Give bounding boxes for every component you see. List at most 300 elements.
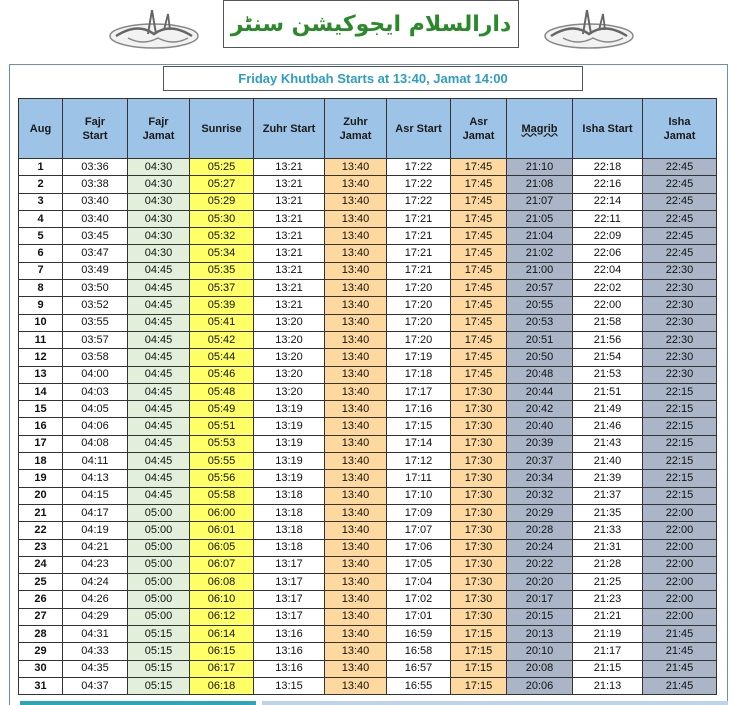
cell-zuhr-start: 13:17 — [254, 574, 325, 591]
cell-isha-jamat: 22:45 — [643, 193, 717, 210]
table-row — [19, 366, 717, 383]
cell-zuhr-start: 13:21 — [254, 297, 325, 314]
cell-zuhr-jamat: 13:40 — [325, 193, 387, 210]
cell-magrib: 20:17 — [507, 591, 573, 608]
table-row — [19, 176, 717, 193]
cell-fajr-jamat: 05:00 — [128, 608, 190, 625]
cell-asr-start: 17:05 — [387, 556, 451, 573]
table-row — [19, 280, 717, 297]
cell-asr-start: 17:18 — [387, 366, 451, 383]
cell-fajr-start: 04:21 — [63, 539, 128, 556]
table-row — [19, 262, 717, 279]
header-zuhr-start-label: Zuhr Start — [262, 122, 316, 135]
cell-isha-jamat: 22:30 — [643, 349, 717, 366]
cell-magrib: 21:05 — [507, 210, 573, 227]
cell-isha-start: 22:16 — [573, 176, 643, 193]
cell-isha-start: 21:25 — [573, 574, 643, 591]
header-magrib-label: Magrib — [521, 122, 558, 135]
cell-day: 6 — [19, 245, 63, 262]
cell-asr-jamat: 17:45 — [451, 176, 507, 193]
cell-zuhr-jamat: 13:40 — [325, 435, 387, 452]
cell-magrib: 21:07 — [507, 193, 573, 210]
cell-isha-start: 21:35 — [573, 504, 643, 521]
cell-asr-start: 16:57 — [387, 660, 451, 677]
header-isha-jamat-label: Jamat — [663, 129, 696, 142]
table-row — [19, 504, 717, 521]
cell-asr-jamat: 17:30 — [451, 487, 507, 504]
header-asr-jamat-label: Jamat — [462, 129, 495, 142]
cell-asr-jamat: 17:45 — [451, 245, 507, 262]
cell-fajr-jamat: 04:30 — [128, 159, 190, 176]
cell-fajr-start: 03:50 — [63, 280, 128, 297]
cell-sunrise: 05:44 — [190, 349, 254, 366]
cell-zuhr-jamat: 13:40 — [325, 159, 387, 176]
header-zuhr-jamat-label: Zuhr — [343, 115, 368, 128]
cell-fajr-start: 03:40 — [63, 193, 128, 210]
table-row — [19, 643, 717, 660]
cell-zuhr-start: 13:21 — [254, 210, 325, 227]
cell-fajr-start: 03:36 — [63, 159, 128, 176]
cell-fajr-jamat: 04:45 — [128, 383, 190, 400]
cell-asr-start: 17:11 — [387, 470, 451, 487]
cell-isha-start: 21:33 — [573, 522, 643, 539]
table-row — [19, 331, 717, 348]
cell-fajr-start: 04:13 — [63, 470, 128, 487]
cell-magrib: 20:13 — [507, 626, 573, 643]
cell-isha-start: 21:37 — [573, 487, 643, 504]
cell-asr-jamat: 17:15 — [451, 660, 507, 677]
cell-sunrise: 05:55 — [190, 453, 254, 470]
cell-magrib: 20:34 — [507, 470, 573, 487]
cell-zuhr-jamat: 13:40 — [325, 504, 387, 521]
cell-day: 8 — [19, 280, 63, 297]
cell-day: 3 — [19, 193, 63, 210]
cell-sunrise: 06:05 — [190, 539, 254, 556]
cell-zuhr-start: 13:20 — [254, 349, 325, 366]
cell-day: 13 — [19, 366, 63, 383]
header-isha-start-label: Isha Start — [582, 122, 633, 135]
cell-magrib: 20:57 — [507, 280, 573, 297]
header-isha-jamat — [643, 99, 717, 159]
cell-zuhr-jamat: 13:40 — [325, 574, 387, 591]
cell-fajr-jamat: 04:45 — [128, 401, 190, 418]
cell-isha-jamat: 21:45 — [643, 643, 717, 660]
cell-asr-jamat: 17:45 — [451, 314, 507, 331]
cell-fajr-jamat: 05:15 — [128, 660, 190, 677]
cell-isha-jamat: 22:00 — [643, 522, 717, 539]
cell-sunrise: 06:01 — [190, 522, 254, 539]
table-row — [19, 297, 717, 314]
cell-isha-start: 21:53 — [573, 366, 643, 383]
cell-asr-start: 17:20 — [387, 280, 451, 297]
cell-day: 22 — [19, 522, 63, 539]
cell-magrib: 20:20 — [507, 574, 573, 591]
cell-zuhr-start: 13:17 — [254, 608, 325, 625]
cell-day: 26 — [19, 591, 63, 608]
header-asr-jamat-label: Asr — [469, 115, 488, 128]
cell-fajr-start: 04:00 — [63, 366, 128, 383]
cell-sunrise: 05:41 — [190, 314, 254, 331]
cell-magrib: 20:50 — [507, 349, 573, 366]
cell-zuhr-jamat: 13:40 — [325, 349, 387, 366]
cell-sunrise: 06:18 — [190, 677, 254, 694]
cell-day: 9 — [19, 297, 63, 314]
cell-isha-start: 22:09 — [573, 228, 643, 245]
header-fajr-start-label: Fajr — [84, 115, 106, 128]
cell-fajr-jamat: 05:00 — [128, 522, 190, 539]
cell-zuhr-start: 13:17 — [254, 591, 325, 608]
top-divider — [9, 64, 727, 65]
cell-zuhr-start: 13:21 — [254, 176, 325, 193]
cell-fajr-start: 04:11 — [63, 453, 128, 470]
cell-day: 23 — [19, 539, 63, 556]
cell-isha-jamat: 22:00 — [643, 539, 717, 556]
table-row — [19, 210, 717, 227]
cell-day: 2 — [19, 176, 63, 193]
cell-isha-start: 21:46 — [573, 418, 643, 435]
table-row — [19, 470, 717, 487]
cell-zuhr-jamat: 13:40 — [325, 418, 387, 435]
table-row — [19, 626, 717, 643]
cell-zuhr-jamat: 13:40 — [325, 626, 387, 643]
cell-day: 27 — [19, 608, 63, 625]
cell-magrib: 21:10 — [507, 159, 573, 176]
cell-asr-start: 17:16 — [387, 401, 451, 418]
cell-fajr-jamat: 04:45 — [128, 314, 190, 331]
cell-asr-jamat: 17:45 — [451, 262, 507, 279]
cell-sunrise: 05:46 — [190, 366, 254, 383]
header-asr-start — [387, 99, 451, 159]
cell-zuhr-start: 13:21 — [254, 280, 325, 297]
cell-sunrise: 06:10 — [190, 591, 254, 608]
cell-zuhr-jamat: 13:40 — [325, 608, 387, 625]
cell-asr-jamat: 17:30 — [451, 556, 507, 573]
cell-isha-start: 22:18 — [573, 159, 643, 176]
cell-asr-start: 17:21 — [387, 262, 451, 279]
cell-isha-jamat: 22:30 — [643, 297, 717, 314]
cell-day: 7 — [19, 262, 63, 279]
table-row — [19, 591, 717, 608]
table-row — [19, 608, 717, 625]
cell-isha-jamat: 22:00 — [643, 504, 717, 521]
cell-fajr-jamat: 05:00 — [128, 539, 190, 556]
cell-fajr-start: 03:49 — [63, 262, 128, 279]
cell-asr-start: 17:10 — [387, 487, 451, 504]
cell-magrib: 21:02 — [507, 245, 573, 262]
cell-asr-start: 17:22 — [387, 193, 451, 210]
cell-fajr-jamat: 04:30 — [128, 193, 190, 210]
cell-isha-start: 21:40 — [573, 453, 643, 470]
cell-zuhr-jamat: 13:40 — [325, 677, 387, 694]
cell-fajr-jamat: 04:45 — [128, 435, 190, 452]
cell-fajr-start: 03:40 — [63, 210, 128, 227]
cell-sunrise: 06:12 — [190, 608, 254, 625]
cell-fajr-jamat: 04:30 — [128, 176, 190, 193]
cell-fajr-start: 04:03 — [63, 383, 128, 400]
cell-magrib: 21:00 — [507, 262, 573, 279]
cell-isha-jamat: 22:30 — [643, 331, 717, 348]
cell-sunrise: 06:07 — [190, 556, 254, 573]
cell-magrib: 20:53 — [507, 314, 573, 331]
cell-zuhr-start: 13:18 — [254, 487, 325, 504]
cell-day: 12 — [19, 349, 63, 366]
cell-isha-start: 21:51 — [573, 383, 643, 400]
cell-fajr-start: 03:58 — [63, 349, 128, 366]
cell-sunrise: 05:25 — [190, 159, 254, 176]
cell-sunrise: 05:56 — [190, 470, 254, 487]
cell-isha-start: 21:28 — [573, 556, 643, 573]
cell-zuhr-start: 13:21 — [254, 228, 325, 245]
cell-asr-start: 17:14 — [387, 435, 451, 452]
cell-isha-jamat: 22:45 — [643, 159, 717, 176]
cell-sunrise: 05:51 — [190, 418, 254, 435]
cell-isha-jamat: 22:15 — [643, 401, 717, 418]
cell-isha-start: 21:56 — [573, 331, 643, 348]
cell-fajr-jamat: 04:30 — [128, 210, 190, 227]
cell-zuhr-jamat: 13:40 — [325, 210, 387, 227]
cell-isha-start: 21:43 — [573, 435, 643, 452]
header-zuhr-jamat — [325, 99, 387, 159]
cell-magrib: 20:32 — [507, 487, 573, 504]
cell-isha-jamat: 22:30 — [643, 262, 717, 279]
cell-fajr-start: 04:35 — [63, 660, 128, 677]
cell-zuhr-start: 13:19 — [254, 418, 325, 435]
cell-isha-jamat: 22:15 — [643, 383, 717, 400]
cell-fajr-start: 03:57 — [63, 331, 128, 348]
cell-asr-start: 17:20 — [387, 297, 451, 314]
cell-fajr-jamat: 04:45 — [128, 280, 190, 297]
cell-magrib: 20:29 — [507, 504, 573, 521]
cell-sunrise: 06:00 — [190, 504, 254, 521]
cell-magrib: 20:24 — [507, 539, 573, 556]
cell-fajr-start: 04:37 — [63, 677, 128, 694]
cell-day: 25 — [19, 574, 63, 591]
cell-asr-jamat: 17:30 — [451, 539, 507, 556]
header-day-label: Aug — [29, 122, 52, 135]
table-row — [19, 193, 717, 210]
header-fajr-jamat-label: Fajr — [148, 115, 169, 128]
cell-fajr-jamat: 05:15 — [128, 677, 190, 694]
cell-fajr-jamat: 04:30 — [128, 245, 190, 262]
table-row — [19, 349, 717, 366]
cell-magrib: 20:39 — [507, 435, 573, 452]
header-zuhr-start — [254, 99, 325, 159]
cell-isha-jamat: 22:00 — [643, 574, 717, 591]
cell-sunrise: 05:29 — [190, 193, 254, 210]
cell-magrib: 20:28 — [507, 522, 573, 539]
header-sunrise — [190, 99, 254, 159]
cell-fajr-start: 04:19 — [63, 522, 128, 539]
cell-fajr-jamat: 05:15 — [128, 626, 190, 643]
cell-magrib: 20:40 — [507, 418, 573, 435]
cell-magrib: 20:06 — [507, 677, 573, 694]
cell-asr-jamat: 17:45 — [451, 366, 507, 383]
cell-isha-start: 22:06 — [573, 245, 643, 262]
cell-zuhr-jamat: 13:40 — [325, 401, 387, 418]
cell-isha-jamat: 21:45 — [643, 677, 717, 694]
cell-zuhr-jamat: 13:40 — [325, 314, 387, 331]
cell-magrib: 20:55 — [507, 297, 573, 314]
cell-day: 11 — [19, 331, 63, 348]
cell-fajr-start: 03:52 — [63, 297, 128, 314]
cell-isha-start: 21:21 — [573, 608, 643, 625]
table-row — [19, 418, 717, 435]
bottom-accent-bar-light — [262, 701, 728, 705]
cell-sunrise: 05:37 — [190, 280, 254, 297]
header-isha-start — [573, 99, 643, 159]
header-fajr-jamat-label: Jamat — [142, 129, 175, 142]
cell-isha-start: 22:04 — [573, 262, 643, 279]
cell-magrib: 20:48 — [507, 366, 573, 383]
cell-asr-start: 17:22 — [387, 159, 451, 176]
cell-asr-start: 17:21 — [387, 245, 451, 262]
table-row — [19, 383, 717, 400]
cell-sunrise: 06:17 — [190, 660, 254, 677]
cell-asr-jamat: 17:15 — [451, 626, 507, 643]
table-row — [19, 556, 717, 573]
cell-isha-start: 21:54 — [573, 349, 643, 366]
cell-zuhr-jamat: 13:40 — [325, 453, 387, 470]
cell-zuhr-jamat: 13:40 — [325, 176, 387, 193]
calligraphy-logo-right-icon — [543, 6, 635, 52]
cell-zuhr-start: 13:18 — [254, 539, 325, 556]
cell-zuhr-jamat: 13:40 — [325, 366, 387, 383]
cell-zuhr-start: 13:18 — [254, 522, 325, 539]
cell-asr-start: 17:20 — [387, 314, 451, 331]
cell-isha-jamat: 22:30 — [643, 314, 717, 331]
cell-asr-start: 17:12 — [387, 453, 451, 470]
cell-asr-jamat: 17:45 — [451, 297, 507, 314]
cell-day: 31 — [19, 677, 63, 694]
cell-fajr-jamat: 05:00 — [128, 556, 190, 573]
cell-isha-jamat: 21:45 — [643, 626, 717, 643]
cell-isha-jamat: 22:45 — [643, 245, 717, 262]
cell-zuhr-start: 13:21 — [254, 193, 325, 210]
cell-day: 29 — [19, 643, 63, 660]
cell-asr-start: 17:09 — [387, 504, 451, 521]
header-asr-start-label: Asr Start — [395, 122, 442, 135]
cell-asr-start: 17:19 — [387, 349, 451, 366]
cell-sunrise: 05:53 — [190, 435, 254, 452]
cell-day: 20 — [19, 487, 63, 504]
cell-isha-start: 21:15 — [573, 660, 643, 677]
cell-zuhr-jamat: 13:40 — [325, 262, 387, 279]
cell-day: 4 — [19, 210, 63, 227]
cell-isha-start: 21:17 — [573, 643, 643, 660]
cell-zuhr-jamat: 13:40 — [325, 591, 387, 608]
cell-day: 19 — [19, 470, 63, 487]
cell-asr-jamat: 17:45 — [451, 349, 507, 366]
cell-magrib: 21:04 — [507, 228, 573, 245]
cell-zuhr-start: 13:20 — [254, 383, 325, 400]
cell-asr-jamat: 17:30 — [451, 470, 507, 487]
cell-fajr-start: 04:31 — [63, 626, 128, 643]
cell-zuhr-start: 13:19 — [254, 401, 325, 418]
table-row — [19, 453, 717, 470]
cell-fajr-jamat: 05:15 — [128, 643, 190, 660]
cell-zuhr-start: 13:21 — [254, 262, 325, 279]
cell-asr-jamat: 17:30 — [451, 401, 507, 418]
cell-day: 28 — [19, 626, 63, 643]
cell-zuhr-start: 13:19 — [254, 453, 325, 470]
page-frame-right — [727, 64, 728, 705]
header-fajr-start-label: Start — [82, 129, 108, 142]
cell-magrib: 20:15 — [507, 608, 573, 625]
prayer-times-table — [18, 98, 717, 695]
cell-day: 30 — [19, 660, 63, 677]
cell-zuhr-jamat: 13:40 — [325, 487, 387, 504]
cell-fajr-start: 03:38 — [63, 176, 128, 193]
table-row — [19, 660, 717, 677]
cell-fajr-jamat: 05:00 — [128, 574, 190, 591]
cell-asr-jamat: 17:15 — [451, 643, 507, 660]
cell-asr-jamat: 17:45 — [451, 193, 507, 210]
cell-sunrise: 06:15 — [190, 643, 254, 660]
cell-fajr-jamat: 04:45 — [128, 470, 190, 487]
cell-asr-jamat: 17:30 — [451, 418, 507, 435]
cell-sunrise: 05:34 — [190, 245, 254, 262]
cell-isha-jamat: 22:15 — [643, 487, 717, 504]
cell-day: 17 — [19, 435, 63, 452]
table-row — [19, 677, 717, 694]
cell-fajr-jamat: 04:45 — [128, 297, 190, 314]
cell-fajr-start: 03:47 — [63, 245, 128, 262]
cell-day: 24 — [19, 556, 63, 573]
cell-isha-jamat: 22:45 — [643, 176, 717, 193]
cell-asr-jamat: 17:15 — [451, 677, 507, 694]
cell-zuhr-jamat: 13:40 — [325, 539, 387, 556]
cell-isha-start: 21:19 — [573, 626, 643, 643]
cell-zuhr-start: 13:18 — [254, 504, 325, 521]
cell-zuhr-start: 13:16 — [254, 643, 325, 660]
cell-asr-jamat: 17:30 — [451, 574, 507, 591]
cell-zuhr-start: 13:19 — [254, 470, 325, 487]
cell-zuhr-start: 13:20 — [254, 366, 325, 383]
cell-zuhr-jamat: 13:40 — [325, 228, 387, 245]
cell-isha-jamat: 22:00 — [643, 608, 717, 625]
cell-isha-jamat: 22:00 — [643, 556, 717, 573]
cell-asr-jamat: 17:30 — [451, 383, 507, 400]
cell-fajr-start: 04:06 — [63, 418, 128, 435]
cell-isha-start: 21:49 — [573, 401, 643, 418]
cell-day: 16 — [19, 418, 63, 435]
cell-fajr-start: 04:05 — [63, 401, 128, 418]
cell-zuhr-start: 13:21 — [254, 159, 325, 176]
cell-asr-jamat: 17:30 — [451, 608, 507, 625]
cell-zuhr-start: 13:20 — [254, 314, 325, 331]
cell-fajr-jamat: 04:45 — [128, 262, 190, 279]
cell-magrib: 20:10 — [507, 643, 573, 660]
cell-day: 14 — [19, 383, 63, 400]
page-title: دارالسلام ایجوکیشن سنٹر — [223, 0, 519, 48]
header-zuhr-jamat-label: Jamat — [339, 129, 372, 142]
cell-zuhr-jamat: 13:40 — [325, 522, 387, 539]
cell-day: 21 — [19, 504, 63, 521]
cell-day: 15 — [19, 401, 63, 418]
table-row — [19, 401, 717, 418]
table-row — [19, 228, 717, 245]
cell-magrib: 20:08 — [507, 660, 573, 677]
bottom-accent-bar — [20, 701, 256, 705]
cell-isha-jamat: 22:15 — [643, 470, 717, 487]
cell-sunrise: 06:08 — [190, 574, 254, 591]
header-fajr-jamat — [128, 99, 190, 159]
table-row — [19, 487, 717, 504]
cell-magrib: 20:44 — [507, 383, 573, 400]
cell-asr-jamat: 17:30 — [451, 435, 507, 452]
cell-fajr-start: 03:55 — [63, 314, 128, 331]
cell-isha-start: 22:11 — [573, 210, 643, 227]
